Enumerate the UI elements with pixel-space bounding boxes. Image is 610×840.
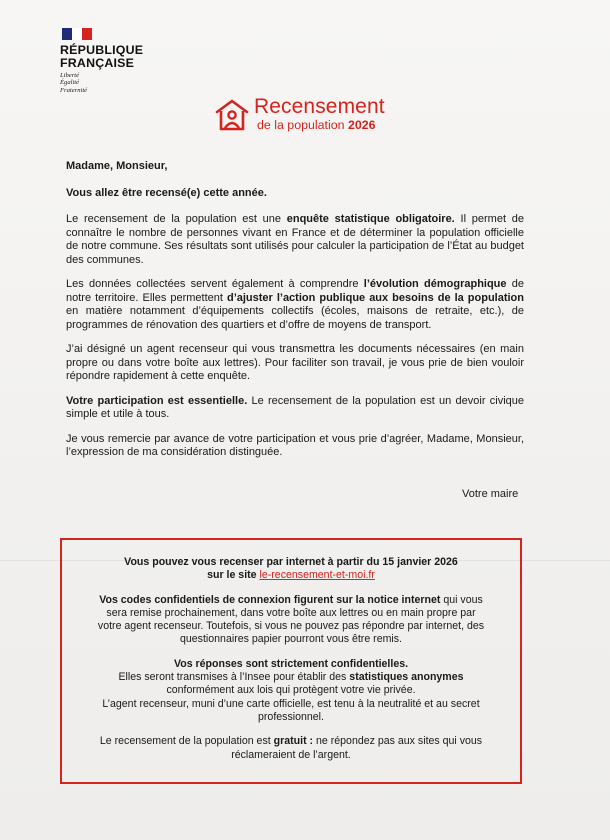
recensement-site-link[interactable]: le-recensement-et-moi.fr xyxy=(259,569,375,582)
recensement-logo xyxy=(214,96,385,133)
letter-body xyxy=(66,160,524,471)
republique-francaise: RÉPUBLIQUE FRANÇAISE xyxy=(60,43,144,70)
paragraph-2: Les données collectées servent également à comprendre l’évolution démographique de notre territoire. Elles permettent d’ajuster l’action publique aux besoins de la population en matière notamment d’équipements collectifs (écoles, maisons de retraite, etc.), de programmes de rénovation des quartiers et d’offre de moyens de transport. xyxy=(66,278,525,331)
flag-icon xyxy=(62,28,92,40)
info-box xyxy=(60,538,522,784)
paragraph-5: Je vous remercie par avance de votre participation et vous prie d’agréer, Madame, Monsieur, l’expression de ma considération distinguée. xyxy=(66,432,524,458)
lead-sentence: Vous allez être recensé(e) cette année. xyxy=(66,186,267,199)
house-person-icon xyxy=(214,97,250,133)
paragraph-3: J’ai désigné un agent recenseur qui vous transmettra les documents nécessaires (en main propre ou dans votre boîte aux lettres). Pour faciliter son travail, je vous prie de bien vouloir répondre rapidement à cette enquête. xyxy=(66,343,524,382)
box-confidential: Vos réponses sont strictement confidentielles. Elles seront transmises à l’Insee pour établir des statistiques anonymes conformément aux lois qui protègent votre vie privée. L’agent recenseur, muni d’une carte officielle, est tenu à la neutralité et au secret professionnel. xyxy=(102,657,480,723)
paragraph-1: Le recensement de la population est une enquête statistique obligatoire. Il permet de connaître le nombre de personnes vivant en France et de déterminer la population officielle de notre commune. Ses résultats sont utilisés pour calculer la participation de l’État au budget des communes. xyxy=(66,213,525,266)
box-codes: Vos codes confidentiels de connexion figurent sur la notice internet qui vous sera remise prochainement, dans votre boîte aux lettres ou en main propre par votre agent recenseur. Toutefois, si vous ne pouvez pas répondre par internet, des questionnaires papier pourront vous être remis. xyxy=(97,593,485,646)
devise: Liberté Égalité Fraternité xyxy=(60,72,88,94)
box-free: Le recensement de la population est gratuit : ne répondez pas aux sites qui vous réclameraient de l’argent. xyxy=(99,735,483,761)
logo-title: Recensement xyxy=(254,95,385,118)
logo-subtitle: de la population 2026 xyxy=(257,118,376,132)
paragraph-4: Votre participation est essentielle. Le recensement de la population est un devoir civique simple et utile à tous. xyxy=(66,394,524,420)
signature: Votre maire xyxy=(462,488,519,500)
box-internet: Vous pouvez vous recenser par internet à partir du 15 janvier 2026 sur le site le-recensement-et-moi.fr xyxy=(124,556,458,582)
salutation: Madame, Monsieur, xyxy=(66,160,168,172)
marianne-logo xyxy=(60,28,143,94)
